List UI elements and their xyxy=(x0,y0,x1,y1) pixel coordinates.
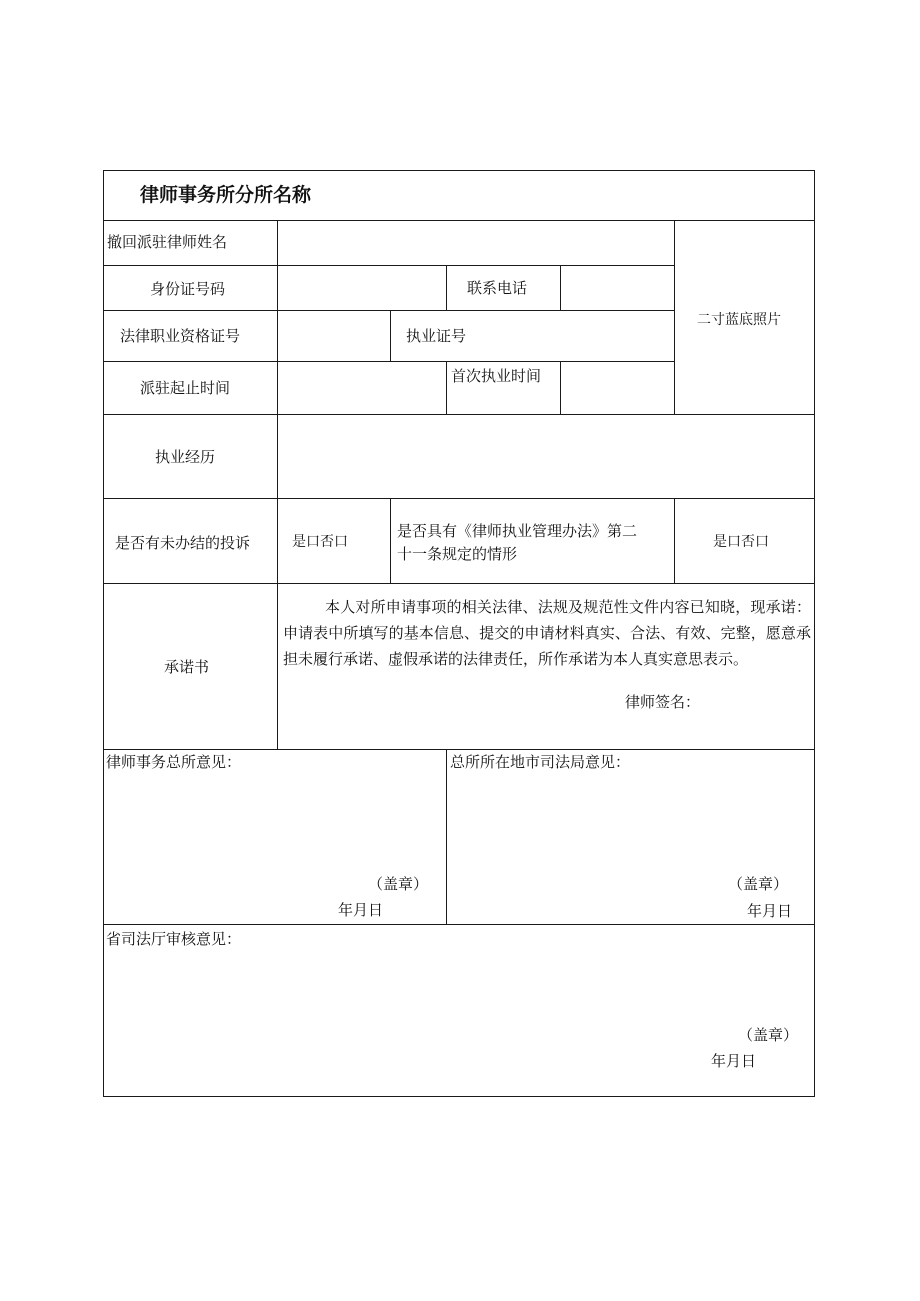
article-21-label-line2: 十一条规定的情形 xyxy=(397,545,518,563)
experience-field[interactable] xyxy=(278,415,814,498)
bureau-date: 年月日 xyxy=(747,902,793,920)
form-border-bottom xyxy=(103,1096,815,1097)
complaint-label: 是否有未办结的投诉 xyxy=(115,534,251,552)
qualification-cert-label: 法律职业资格证号 xyxy=(120,327,241,345)
bureau-seal: （盖章） xyxy=(728,875,789,893)
experience-label: 执业经历 xyxy=(155,448,216,466)
province-seal: （盖章） xyxy=(738,1026,799,1044)
bureau-opinion-field[interactable] xyxy=(447,775,814,875)
row-divider xyxy=(103,583,815,584)
complaint-choice[interactable]: 是口否口 xyxy=(292,534,348,550)
form-border-right xyxy=(814,170,815,1097)
province-date: 年月日 xyxy=(711,1052,757,1070)
commitment-label: 承诺书 xyxy=(164,658,210,676)
license-number-label: 执业证号 xyxy=(406,327,467,345)
phone-field[interactable] xyxy=(561,266,674,310)
dispatch-period-field[interactable] xyxy=(278,362,446,414)
head-office-opinion-field[interactable] xyxy=(104,775,446,875)
branch-name-label: 律师事务所分所名称 xyxy=(140,184,312,206)
col-divider xyxy=(390,498,391,584)
form-border-top xyxy=(103,170,815,171)
head-office-seal: （盖章） xyxy=(368,875,429,893)
head-office-date: 年月日 xyxy=(338,901,384,919)
lawyer-name-field[interactable] xyxy=(278,221,674,265)
id-number-field[interactable] xyxy=(278,266,446,310)
photo-box[interactable] xyxy=(675,221,814,414)
col-divider xyxy=(446,361,447,415)
commitment-text: 本人对所申请事项的相关法律、法规及规范性文件内容已知晓，现承诺：申请表中所填写的基本信息、提交的申请材料真实、合法、有效、完整，愿意承担未履行承诺、虚假承诺的法律责任，所作承诺为本人真实意思表示。 xyxy=(283,598,811,668)
signature-label: 律师签名： xyxy=(625,693,701,711)
article-21-label-line1: 是否具有《律师执业管理办法》第二 xyxy=(397,522,638,540)
head-office-opinion-label: 律师事务总所意见： xyxy=(106,753,242,771)
license-number-field[interactable] xyxy=(503,311,674,361)
row-divider xyxy=(103,924,815,925)
id-number-label: 身份证号码 xyxy=(150,280,226,298)
first-practice-label: 首次执业时间 xyxy=(451,367,542,385)
phone-label: 联系电话 xyxy=(467,279,528,297)
col-divider xyxy=(446,265,447,311)
dispatch-period-label: 派驻起止时间 xyxy=(140,379,231,397)
signature-field[interactable] xyxy=(703,685,808,715)
photo-label: 二寸蓝底照片 xyxy=(697,312,781,328)
province-opinion-label: 省司法厅审核意见： xyxy=(106,930,242,948)
col-divider xyxy=(674,498,675,584)
first-practice-field[interactable] xyxy=(561,362,674,414)
article-21-choice[interactable]: 是口否口 xyxy=(713,534,769,550)
application-form xyxy=(103,170,815,1097)
col-divider xyxy=(390,310,391,362)
row-divider xyxy=(103,749,815,750)
row-divider xyxy=(103,498,815,499)
bureau-opinion-label: 总所所在地市司法局意见： xyxy=(450,753,631,771)
province-opinion-field[interactable] xyxy=(104,952,814,1022)
qualification-cert-field[interactable] xyxy=(278,311,390,361)
lawyer-name-label: 撤回派驻律师姓名 xyxy=(107,233,228,251)
